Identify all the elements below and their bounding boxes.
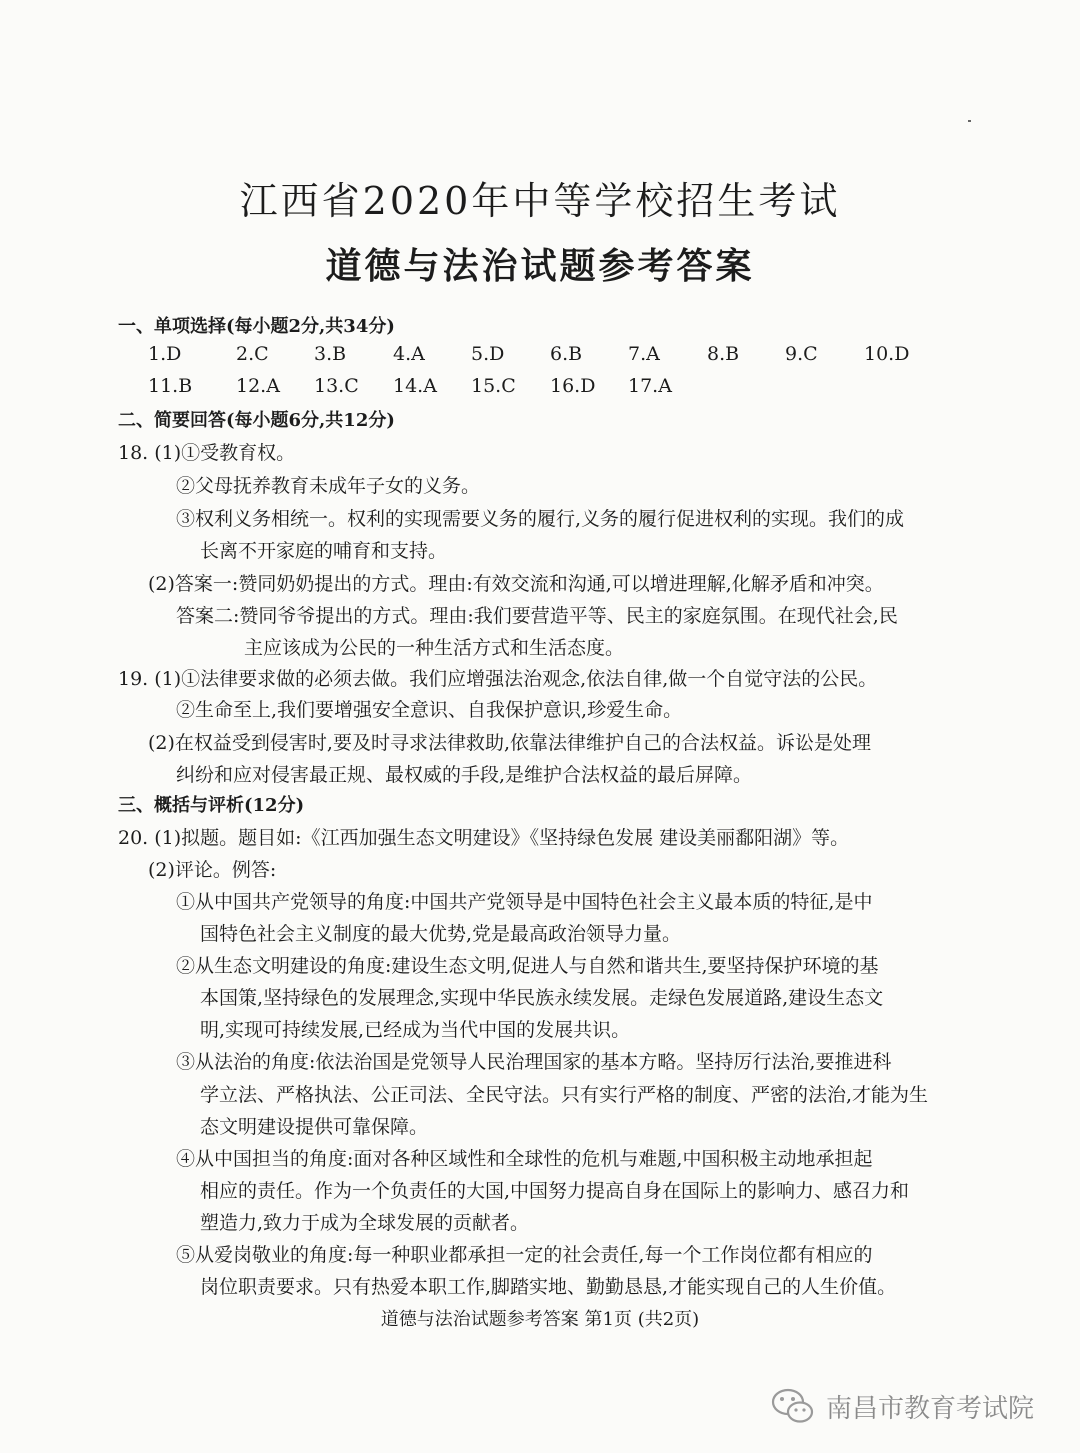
answer-line: ①从中国共产党领导的角度:中国共产党领导是中国特色社会主义最本质的特征,是中 (176, 891, 873, 913)
watermark-text: 南昌市教育考试院 (826, 1393, 1035, 1424)
answer-line: ②父母抚养教育未成年子女的义务。 (176, 475, 481, 497)
mc-answer: 16.D (550, 375, 596, 397)
answer-line: 19. (1)①法律要求做的必须去做。我们应增强法治观念,依法自律,做一个自觉守法的公民。 (118, 668, 878, 690)
mc-answer: 5.D (471, 343, 505, 365)
answer-line: 岗位职责要求。只有热爱本职工作,脚踏实地、勤勤恳恳,才能实现自己的人生价值。 (200, 1276, 897, 1298)
answer-line: 18. (1)①受教育权。 (118, 442, 296, 464)
answer-line: ②生命至上,我们要增强安全意识、自我保护意识,珍爱生命。 (176, 699, 683, 721)
answer-line: 明,实现可持续发展,已经成为当代中国的发展共识。 (200, 1019, 631, 1041)
mc-answer: 6.B (550, 343, 583, 365)
answer-line: 长离不开家庭的哺育和支持。 (200, 540, 448, 562)
answer-line: 20. (1)拟题。题目如:《江西加强生态文明建设》《坚持绿色发展 建设美丽鄱阳湖》等。 (118, 827, 850, 849)
answer-line: 本国策,坚持绿色的发展理念,实现中华民族永续发展。走绿色发展道路,建设生态文 (200, 987, 884, 1009)
section-heading-short-answer: 二、简要回答(每小题6分,共12分) (118, 410, 395, 431)
answer-line: 主应该成为公民的一种生活方式和生活态度。 (244, 637, 625, 659)
answer-line: (2)答案一:赞同奶奶提出的方式。理由:有效交流和沟通,可以增进理解,化解矛盾和冲突。 (148, 573, 884, 595)
answer-line: ③从法治的角度:依法治国是党领导人民治理国家的基本方略。坚持厉行法治,要推进科 (176, 1051, 892, 1073)
answer-line: 塑造力,致力于成为全球发展的贡献者。 (200, 1212, 530, 1234)
mc-answer: 1.D (148, 343, 182, 365)
answer-line: (2)在权益受到侵害时,要及时寻求法律救助,依靠法律维护自己的合法权益。诉讼是处理 (148, 732, 871, 754)
answer-line: 相应的责任。作为一个负责任的大国,中国努力提高自身在国际上的影响力、感召力和 (200, 1180, 910, 1202)
mc-answer: 9.C (785, 343, 818, 365)
answer-line: ③权利义务相统一。权利的实现需要义务的履行,义务的履行促进权利的实现。我们的成 (176, 508, 905, 530)
mc-answer: 12.A (236, 375, 280, 397)
answer-line: (2)评论。例答: (148, 859, 277, 881)
mc-answer: 8.B (707, 343, 740, 365)
mc-answer: 3.B (314, 343, 347, 365)
publisher-watermark (770, 1384, 1034, 1428)
section-heading-analysis: 三、概括与评析(12分) (118, 795, 305, 816)
scan-speck (968, 120, 971, 122)
mc-answer: 13.C (314, 375, 359, 397)
answer-line: ⑤从爱岗敬业的角度:每一种职业都承担一定的社会责任,每一个工作岗位都有相应的 (176, 1244, 873, 1266)
mc-answer: 17.A (628, 375, 672, 397)
answer-line: ④从中国担当的角度:面对各种区域性和全球性的危机与难题,中国积极主动地承担起 (176, 1148, 873, 1170)
answer-line: 纠纷和应对侵害最正规、最权威的手段,是维护合法权益的最后屏障。 (176, 764, 753, 786)
page-footer: 道德与法治试题参考答案 第1页 (共2页) (380, 1309, 700, 1330)
mc-answer: 14.A (393, 375, 437, 397)
answer-line: 态文明建设提供可靠保障。 (200, 1116, 429, 1138)
answer-line: ②从生态文明建设的角度:建设生态文明,促进人与自然和谐共生,要坚持保护环境的基 (176, 955, 879, 977)
answer-key-title: 道德与法治试题参考答案 (325, 245, 755, 287)
mc-answer: 2.C (236, 343, 269, 365)
section-heading-multiple-choice: 一、单项选择(每小题2分,共34分) (118, 316, 395, 337)
answer-line: 国特色社会主义制度的最大优势,党是最高政治领导力量。 (200, 923, 682, 945)
wechat-icon (770, 1386, 816, 1426)
exam-title: 江西省2020年中等学校招生考试 (239, 179, 841, 223)
mc-answer: 10.D (864, 343, 910, 365)
answer-line: 答案二:赞同爷爷提出的方式。理由:我们要营造平等、民主的家庭氛围。在现代社会,民 (176, 605, 898, 627)
answer-line: 学立法、严格执法、公正司法、全民守法。只有实行严格的制度、严密的法治,才能为生 (200, 1084, 929, 1106)
mc-answer: 7.A (628, 343, 660, 365)
mc-answer: 4.A (393, 343, 425, 365)
mc-answer: 11.B (148, 375, 193, 397)
mc-answer: 15.C (471, 375, 516, 397)
